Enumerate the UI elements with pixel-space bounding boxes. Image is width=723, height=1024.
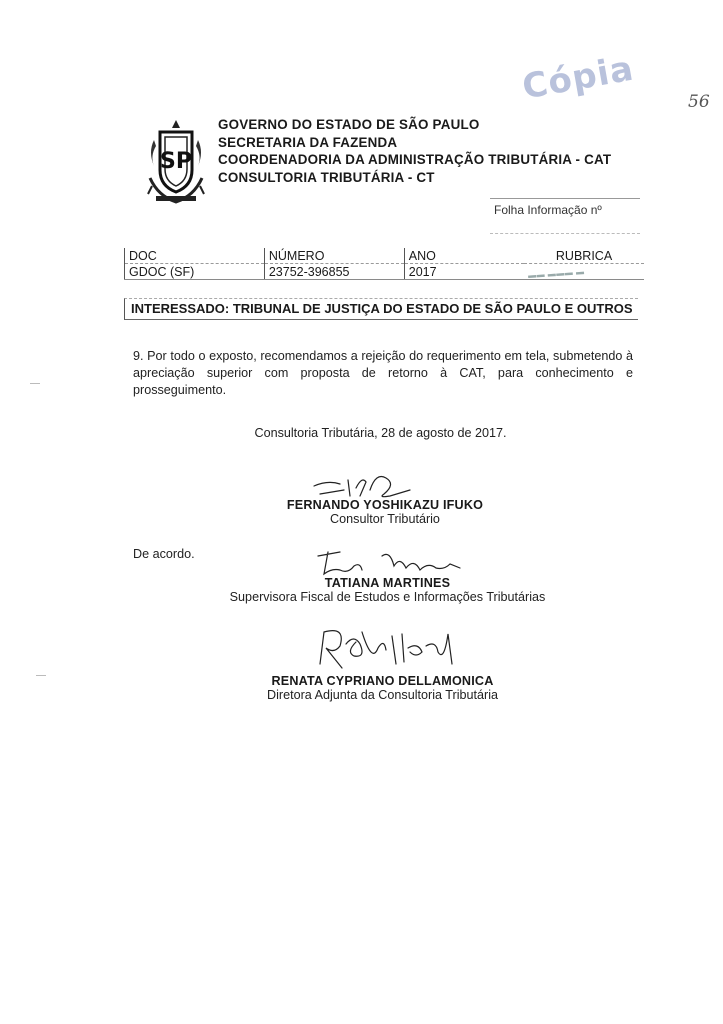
signatory-block-martines: [160, 576, 615, 604]
folha-informacao-box: [490, 198, 640, 234]
interessado-field: [124, 298, 638, 320]
signature-ifuko-icon: [300, 466, 420, 502]
header-line-government: GOVERNO DO ESTADO DE SÃO PAULO: [218, 117, 480, 132]
svg-text:SP: SP: [160, 149, 192, 174]
signature-martines-icon: [310, 546, 470, 580]
margin-mark: [30, 383, 40, 384]
signatory-name: RENATA CYPRIANO DELLAMONICA: [271, 674, 494, 688]
table-header-ano: ANO: [404, 248, 524, 264]
copia-stamp: Cópia: [519, 48, 637, 108]
de-acordo-label: De acordo.: [133, 547, 195, 561]
header-line-consultancy: CONSULTORIA TRIBUTÁRIA - CT: [218, 169, 435, 185]
signatory-role: Consultor Tributário: [330, 512, 440, 526]
folha-informacao-label: Folha Informação nº: [494, 203, 602, 217]
paragraph-9: 9. Por todo o exposto, recomendamos a rejeição do requerimento em tela, submetendo à apreciação superior com proposta de retorno à CAT, para conhecimento e prosseguimento.: [133, 349, 633, 397]
table-header-row: [125, 248, 645, 264]
table-header-doc: DOC: [125, 248, 265, 264]
interessado-text: INTERESSADO: TRIBUNAL DE JUSTIÇA DO ESTADO DE SÃO PAULO E OUTROS: [131, 301, 633, 316]
signatory-block-ifuko: [240, 498, 530, 526]
document-info-table: [124, 248, 644, 280]
signatory-role: Supervisora Fiscal de Estudos e Informações Tributárias: [229, 590, 546, 604]
signatory-block-dellamonica: [200, 674, 565, 702]
signatory-role: Diretora Adjunta da Consultoria Tributária: [266, 688, 498, 702]
table-cell-doc: GDOC (SF): [125, 264, 265, 280]
signature-dellamonica-icon: [306, 624, 466, 680]
margin-mark: [36, 675, 46, 676]
letterhead: [218, 116, 611, 186]
header-line-secretariat: SECRETARIA DA FAZENDA: [218, 134, 398, 150]
table-cell-numero: 23752-396855: [264, 264, 404, 280]
header-line-coordination: COORDENADORIA DA ADMINISTRAÇÃO TRIBUTÁRIA - CAT: [218, 152, 612, 168]
signatory-name: FERNANDO YOSHIKAZU IFUKO: [286, 498, 484, 512]
table-header-numero: NÚMERO: [264, 248, 404, 264]
rubric-stamp-icon: ▬▬ ▬▬▬ ▬: [527, 267, 585, 280]
place-date: Consultoria Tributária, 28 de agosto de 2017.: [254, 426, 507, 440]
signatory-name: TATIANA MARTINES: [324, 576, 451, 590]
page-number: 56: [688, 92, 710, 112]
sao-paulo-coat-of-arms-icon: [140, 116, 212, 206]
table-row: [125, 264, 645, 280]
table-cell-ano: 2017: [404, 264, 524, 280]
table-cell-rubrica: [524, 264, 644, 280]
table-header-rubrica: RUBRICA: [524, 248, 644, 264]
